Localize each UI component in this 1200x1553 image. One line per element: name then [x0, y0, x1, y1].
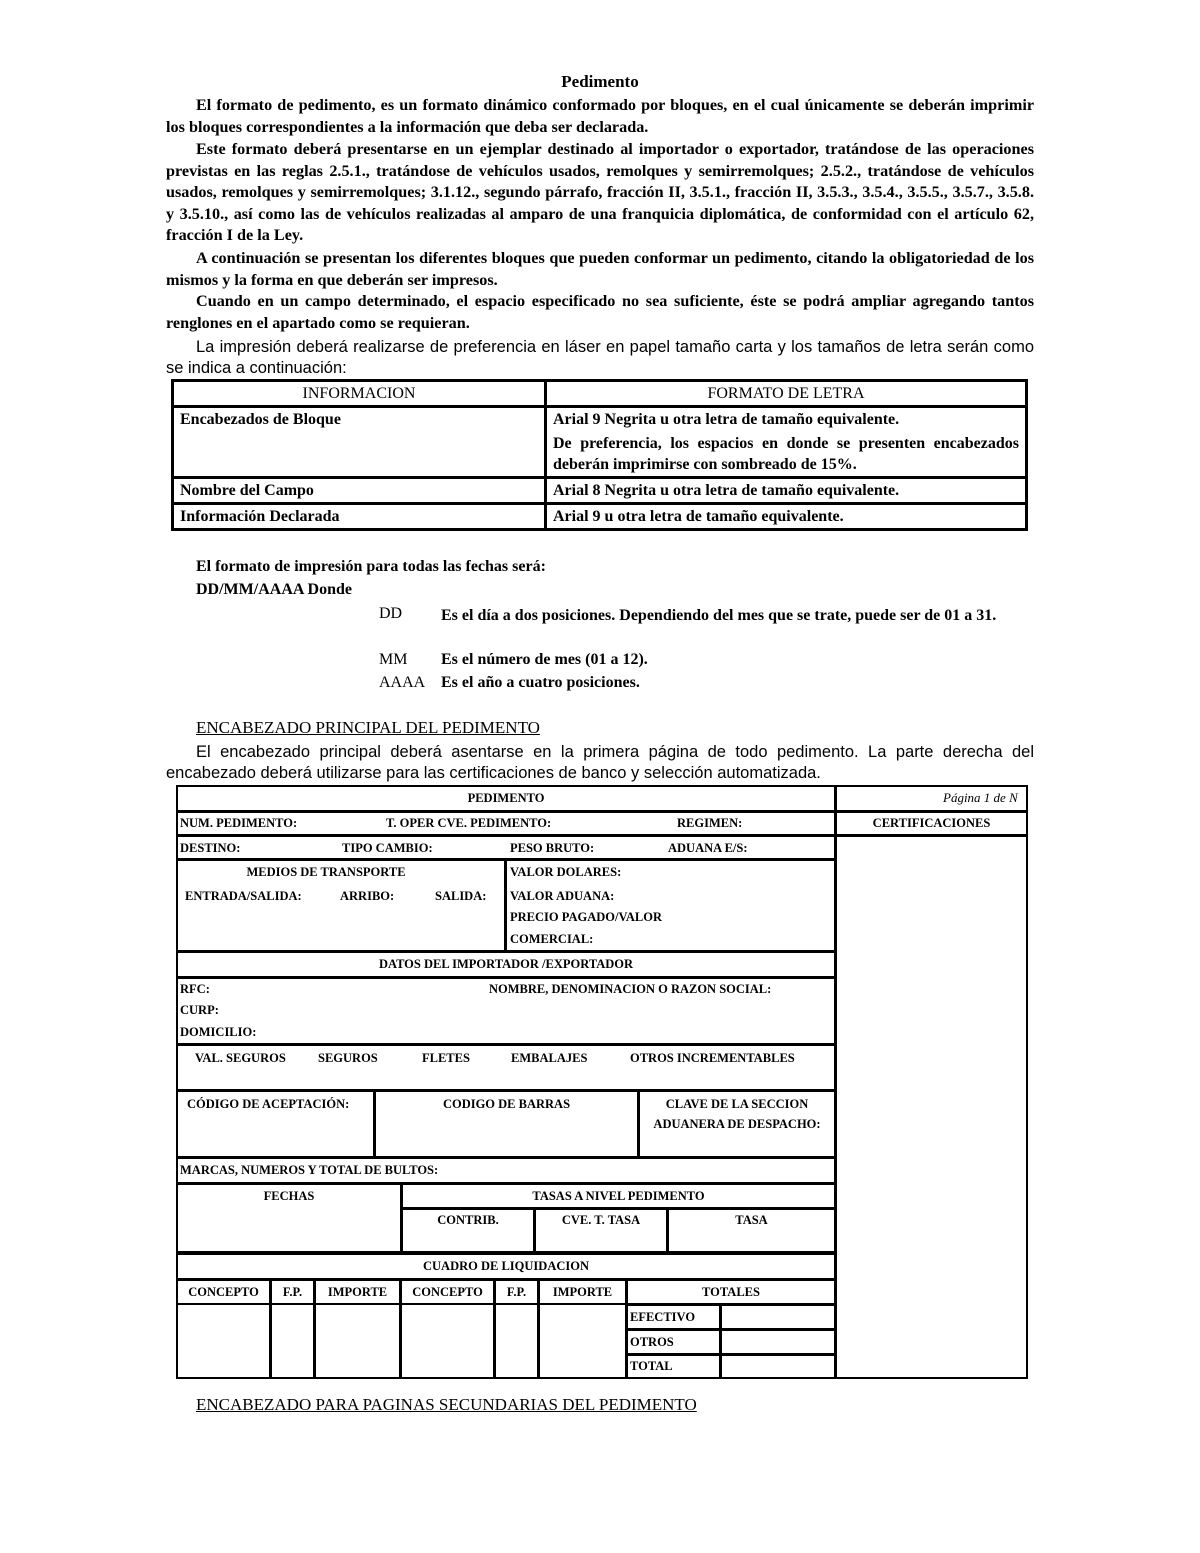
table-cell: Arial 9 u otra letra de tamaño equivalente.	[546, 504, 1027, 530]
form-box	[720, 1304, 836, 1330]
date-code-dd: DD	[379, 605, 403, 622]
date-desc-dd: Es el día a dos posiciones. Dependiendo del mes que se trate, puede ser de 01 a 31.	[441, 607, 997, 624]
form-label-fp-1: F.P.	[282, 1285, 303, 1299]
document-title: Pedimento	[561, 72, 639, 91]
pedimento-form	[176, 785, 1028, 1379]
form-label-importe-1: IMPORTE	[327, 1285, 388, 1299]
paragraph-2: Este formato deberá presentarse en un ejemplar destinado al importador o exportador, tratándose de las operaciones previstas en las reglas 2.5.1., tratándose de vehículos usados, remolques y semirremolques; 2.5.2., tratándose de vehículos usados, remolques y semirremolques; 3.1.12., segundo párrafo, fracción II, 3.5.1., fracción II, 3.5.3., 3.5.4., 3.5.5., 3.5.7., 3.5.8. y 3.5.10., así como las de vehículos realizadas al amparo de una franquicia diplomática, de conformidad con el artículo 62, fracción I de la Ley.	[166, 140, 1034, 244]
table-cell	[546, 407, 1027, 478]
table-cell: Información Declarada	[173, 504, 546, 530]
paragraph-1: El formato de pedimento, es un formato dinámico conformado por bloques, en el cual únicamente se deberán imprimir los bloques correspondientes a la información que deba ser declarada.	[166, 96, 1034, 136]
section-heading-main: ENCABEZADO PRINCIPAL DEL PEDIMENTO	[196, 718, 540, 737]
form-label-pagina: Página 1 de N	[943, 790, 1018, 805]
form-label-valor-aduana: VALOR ADUANA:	[510, 889, 615, 903]
form-label-destino: DESTINO:	[180, 841, 241, 855]
form-label-aduanera-despacho: ADUANERA DE DESPACHO:	[653, 1117, 821, 1131]
section-heading-secondary: ENCABEZADO PARA PAGINAS SECUNDARIAS DEL PEDIMENTO	[196, 1395, 697, 1414]
form-label-efectivo: EFECTIVO	[630, 1310, 696, 1324]
form-label-cve-tasa: CVE. T. TASA	[561, 1213, 641, 1227]
date-format-intro: El formato de impresión para todas las fechas será:	[196, 558, 546, 575]
form-label-rfc: RFC:	[180, 982, 210, 996]
form-label-precio-pagado: PRECIO PAGADO/VALOR	[510, 910, 662, 924]
date-code-aaaa: AAAA	[379, 674, 426, 691]
form-label-codigo-barras: CODIGO DE BARRAS	[442, 1097, 571, 1111]
form-label-regimen: REGIMEN:	[677, 816, 743, 830]
form-label-cuadro: CUADRO DE LIQUIDACION	[423, 1259, 589, 1273]
paragraph-3: A continuación se presentan los diferentes bloques que pueden conformar un pedimento, citando la obligatoriedad de los mismos y la forma en que deberán ser impresos.	[166, 249, 1034, 289]
form-label-concepto-2: CONCEPTO	[412, 1285, 483, 1299]
form-label-t-oper: T. OPER CVE. PEDIMENTO:	[386, 816, 552, 830]
format-note: De preferencia, los espacios en donde se presenten encabezados deberán imprimirse con sombreado de 15%.	[553, 435, 1019, 473]
form-label-total: TOTAL	[630, 1359, 673, 1373]
date-desc-aaaa: Es el año a cuatro posiciones.	[441, 674, 640, 691]
form-label-domicilio: DOMICILIO:	[180, 1025, 257, 1039]
form-label-marcas: MARCAS, NUMEROS Y TOTAL DE BULTOS:	[180, 1163, 439, 1177]
table-header: FORMATO DE LETRA	[546, 381, 1027, 407]
form-label-importe-2: IMPORTE	[552, 1285, 613, 1299]
font-format-table	[171, 379, 1028, 531]
form-label-arribo: ARRIBO:	[340, 889, 395, 903]
form-label-tasas: TASAS A NIVEL PEDIMENTO	[532, 1189, 705, 1203]
certificaciones-box	[835, 835, 1028, 1379]
form-label-aduana: ADUANA E/S:	[668, 841, 748, 855]
form-label-medios: MEDIOS DE TRANSPORTE	[246, 865, 406, 879]
table-cell: Nombre del Campo	[173, 478, 546, 504]
form-label-totales: TOTALES	[702, 1285, 760, 1299]
form-label-curp: CURP:	[180, 1003, 219, 1017]
table-row	[173, 478, 1027, 504]
paragraph-4: Cuando en un campo determinado, el espacio especificado no sea suficiente, éste se podrá ampliar agregando tantos renglones en el apartado como se requieran.	[166, 292, 1034, 332]
form-label-val-seguros: VAL. SEGUROS	[195, 1051, 286, 1065]
form-label-comercial: COMERCIAL:	[510, 932, 594, 946]
table-cell: Encabezados de Bloque	[173, 407, 546, 478]
form-label-nombre: NOMBRE, DENOMINACION O RAZON SOCIAL:	[489, 982, 772, 996]
date-code-mm: MM	[379, 651, 408, 668]
table-header-row	[173, 381, 1027, 407]
form-label-num-pedimento: NUM. PEDIMENTO:	[180, 816, 298, 830]
form-label-otros-incrementables: OTROS INCREMENTABLES	[630, 1051, 795, 1065]
form-label-seguros: SEGUROS	[318, 1051, 378, 1065]
section-main-text: El encabezado principal deberá asentarse en la primera página de todo pedimento. La parte derecha del encabezado deberá utilizarse para las certificaciones de banco y selección automatizada.	[166, 743, 1034, 782]
form-label-peso-bruto: PESO BRUTO:	[510, 841, 595, 855]
table-row	[173, 504, 1027, 530]
paragraph-5: La impresión deberá realizarse de preferencia en láser en papel tamaño carta y los tamaños de letra serán como se indica a continuación:	[166, 338, 1034, 377]
date-format-pattern: DD/MM/AAAA Donde	[196, 581, 352, 598]
table-header: INFORMACION	[173, 381, 546, 407]
table-cell: Arial 8 Negrita u otra letra de tamaño equivalente.	[546, 478, 1027, 504]
form-label-clave-seccion: CLAVE DE LA SECCION	[665, 1097, 809, 1111]
form-label-fletes: FLETES	[422, 1051, 470, 1065]
form-label-embalajes: EMBALAJES	[511, 1051, 588, 1065]
form-label-pedimento: PEDIMENTO	[467, 791, 545, 805]
form-label-datos-importador: DATOS DEL IMPORTADOR /EXPORTADOR	[378, 957, 634, 971]
form-label-valor-dolares: VALOR DOLARES:	[510, 865, 622, 879]
form-label-codigo-aceptacion: CÓDIGO DE ACEPTACIÓN:	[187, 1097, 350, 1111]
form-label-otros: OTROS	[630, 1335, 674, 1349]
format-text: Arial 9 Negrita u otra letra de tamaño equivalente.	[553, 411, 900, 428]
form-label-tasa: TASA	[735, 1213, 768, 1227]
form-label-certificaciones: CERTIFICACIONES	[872, 816, 991, 830]
form-label-concepto-1: CONCEPTO	[188, 1285, 259, 1299]
date-desc-mm: Es el número de mes (01 a 12).	[441, 651, 648, 668]
table-row	[173, 407, 1027, 478]
form-box	[720, 1329, 836, 1355]
form-label-fechas: FECHAS	[263, 1189, 315, 1203]
form-label-fp-2: F.P.	[506, 1285, 527, 1299]
form-label-salida: SALIDA:	[435, 889, 487, 903]
form-label-contrib: CONTRIB.	[437, 1213, 499, 1227]
form-label-entrada-salida: ENTRADA/SALIDA:	[185, 889, 302, 903]
form-box	[720, 1354, 836, 1379]
form-label-tipo-cambio: TIPO CAMBIO:	[342, 841, 433, 855]
